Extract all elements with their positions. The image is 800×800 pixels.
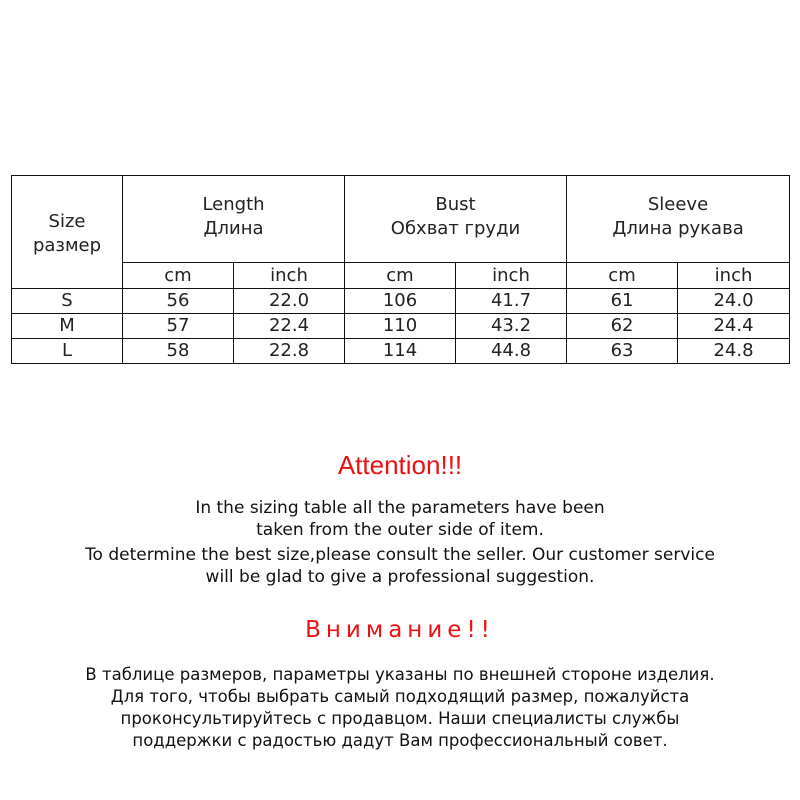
size-label: S <box>12 289 123 314</box>
vnimanie-note-line-3: проконсультируйтесь с продавцом. Наши специалисты службы <box>120 709 680 728</box>
vnimanie-note-line-2: Для того, чтобы выбрать самый подходящий размер, пожалуйста <box>110 687 690 706</box>
attention-note-2-line-2: will be glad to give a professional suggestion. <box>205 567 595 587</box>
table-cell: 56 <box>123 289 234 314</box>
bust-header-en: Bust <box>435 194 476 215</box>
size-label: M <box>12 314 123 339</box>
vnimanie-note-line-4: поддержки с радостью дадут Вам профессиональный совет. <box>132 731 668 750</box>
size-header-cell <box>12 176 123 289</box>
table-cell: 62 <box>567 314 678 339</box>
sleeve-header-ru: Длина рукава <box>612 218 744 239</box>
size-header-ru: размер <box>32 235 102 256</box>
table-cell: 24.4 <box>678 314 790 339</box>
length-header-en: Length <box>202 194 265 215</box>
table-cell: 43.2 <box>456 314 567 339</box>
table-header-row <box>12 176 790 263</box>
unit-cell-length-inch: inch <box>234 263 345 289</box>
attention-note-1 <box>0 497 800 541</box>
size-label: L <box>12 339 123 364</box>
size-header-en: Size <box>48 211 86 232</box>
length-header-cell <box>123 176 345 263</box>
bust-header-ru: Обхват груди <box>390 218 521 239</box>
table-cell: 22.8 <box>234 339 345 364</box>
length-header-ru: Длина <box>203 218 264 239</box>
attention-note-1-line-1: In the sizing table all the parameters have been <box>195 498 605 518</box>
attention-heading: Attention!!! <box>337 450 463 480</box>
table-cell: 22.4 <box>234 314 345 339</box>
table-row-m <box>12 314 790 339</box>
table-cell: 61 <box>567 289 678 314</box>
sleeve-header-en: Sleeve <box>647 194 709 215</box>
sleeve-header-cell <box>567 176 790 263</box>
unit-cell-length-cm: cm <box>123 263 234 289</box>
table-cell: 114 <box>345 339 456 364</box>
unit-cell-sleeve-inch: inch <box>678 263 790 289</box>
bust-header-cell <box>345 176 567 263</box>
unit-cell-sleeve-cm: cm <box>567 263 678 289</box>
attention-note-2-line-1: To determine the best size,please consult the seller. Our customer service <box>85 545 715 565</box>
unit-cell-bust-inch: inch <box>456 263 567 289</box>
table-cell: 57 <box>123 314 234 339</box>
table-cell: 106 <box>345 289 456 314</box>
table-cell: 24.0 <box>678 289 790 314</box>
table-cell: 44.8 <box>456 339 567 364</box>
table-cell: 24.8 <box>678 339 790 364</box>
table-row-l <box>12 339 790 364</box>
table-row-s <box>12 289 790 314</box>
size-chart-table <box>11 175 790 364</box>
attention-note-1-line-2: taken from the outer side of item. <box>256 520 544 540</box>
table-cell: 22.0 <box>234 289 345 314</box>
unit-row <box>12 263 790 289</box>
table-cell: 41.7 <box>456 289 567 314</box>
table-cell: 110 <box>345 314 456 339</box>
vnimanie-note <box>0 664 800 752</box>
vnimanie-note-line-1: В таблице размеров, параметры указаны по внешней стороне изделия. <box>85 665 715 684</box>
vnimanie-heading: Внимание!! <box>305 617 495 643</box>
unit-cell-bust-cm: cm <box>345 263 456 289</box>
table-cell: 63 <box>567 339 678 364</box>
attention-note-2 <box>0 544 800 588</box>
table-cell: 58 <box>123 339 234 364</box>
